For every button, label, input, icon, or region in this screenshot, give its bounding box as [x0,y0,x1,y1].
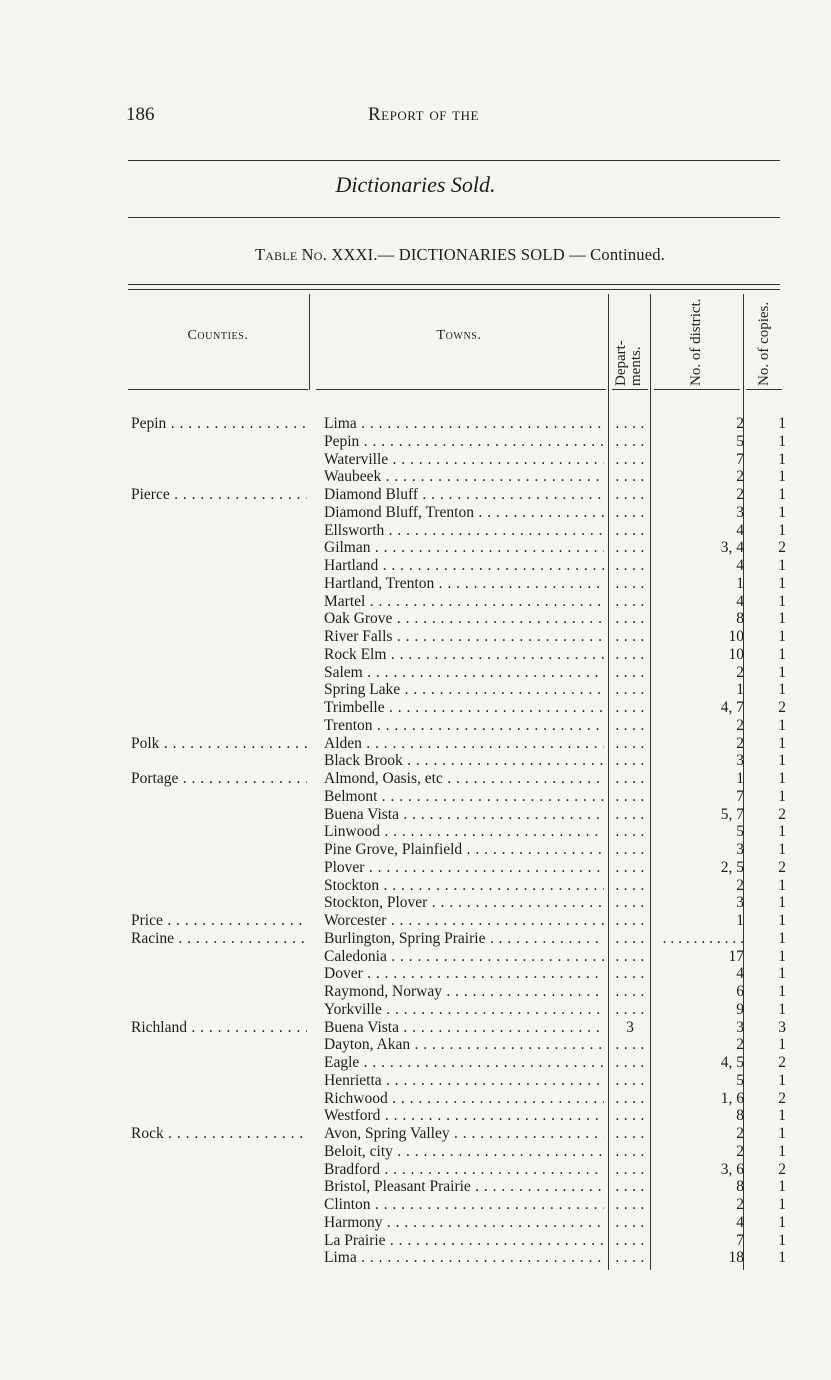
table-row [0,1143,831,1161]
town-cell: Worcester . . . [324,912,604,930]
departments-cell [612,806,648,824]
table-row [0,930,831,948]
copies-cell: 1 [778,841,786,858]
town-cell: Beloit, city . . . [324,1143,604,1161]
departments-cell [612,1214,648,1232]
district-cell: 6 [736,983,744,1000]
table-row [0,681,831,699]
copies-cell: 1 [778,752,786,770]
departments-cell [612,539,648,557]
copies-cell: 1 [778,876,786,894]
departments-cell [612,646,648,664]
copies-cell: 1 [778,929,786,947]
table-row [0,877,831,895]
copies-cell: 1 [778,645,786,663]
column-header-departments-text: Depart- ments. [613,340,644,386]
district-cell: 2 [736,1125,744,1142]
table-row [0,468,831,486]
table-row [0,806,831,824]
district-cell: 7 [736,450,744,468]
county-cell: Polk . . . [131,735,307,753]
town-cell: Diamond Bluff, Trenton . . . [324,504,604,522]
district-cell: 4, 7 [720,699,744,716]
town-cell: Spring Lake . . . [324,681,604,699]
copies-cell: 1 [778,1178,786,1196]
district-cell: 9 [736,1000,744,1018]
district-cell: 5 [736,432,744,450]
table-row [0,1072,831,1090]
table-row [0,593,831,611]
copies-cell: 1 [778,1249,786,1267]
table-row [0,823,831,841]
table-row [0,539,831,557]
table-row [0,1196,831,1214]
district-cell: 2 [736,486,744,503]
table-row [0,983,831,1001]
column-divider-1 [309,294,310,390]
column-header-district-text: No. of district. [687,298,704,386]
town-cell: Waubeek . . . [324,468,604,486]
column-header-copies [744,300,784,386]
departments-cell [612,575,648,593]
table-row [0,1036,831,1054]
table-row [0,948,831,966]
district-cell: 5 [736,823,744,841]
table-caption [120,245,800,265]
town-cell: Burlington, Spring Prairie . . . [324,930,604,948]
copies-cell: 1 [778,912,786,929]
column-header-copies-text: No. of copies. [755,301,772,386]
town-cell: Hartland . . . [324,557,604,575]
county-cell: Pepin . . . [131,415,307,433]
departments-cell [612,1161,648,1179]
table-row [0,699,831,717]
copies-cell: 1 [778,592,786,610]
running-head: Report of the [368,104,479,125]
departments-cell [612,1107,648,1125]
copies-cell: 1 [778,574,786,592]
district-cell: 5, 7 [720,805,744,823]
departments-cell [612,859,648,877]
district-cell: 2 [736,876,744,894]
town-cell: Trenton . . . [324,717,604,735]
departments-cell [612,877,648,895]
copies-cell: 1 [778,557,786,574]
district-cell: 1, 6 [720,1089,744,1107]
table-row [0,752,831,770]
departments-cell [612,1072,648,1090]
departments-cell [612,1090,648,1108]
copies-cell: 1 [778,770,786,787]
table-row [0,664,831,682]
column-header-towns: Towns. [436,328,482,343]
departments-cell [612,486,648,504]
departments-cell [612,664,648,682]
copies-cell: 1 [778,610,786,628]
district-cell: 2 [736,1196,744,1213]
district-cell: 4 [736,557,744,574]
district-cell: 3 [736,894,744,912]
table-row [0,1161,831,1179]
town-cell: Harmony . . . [324,1214,604,1232]
departments-cell [612,717,648,735]
town-cell: River Falls . . . [324,628,604,646]
district-cell: 4 [736,965,744,983]
table-row [0,1232,831,1250]
departments-cell [612,699,648,717]
copies-cell: 1 [778,1107,786,1125]
table-top-rule-2 [128,289,780,290]
table-row [0,628,831,646]
copies-cell: 1 [778,1213,786,1231]
copies-cell: 1 [778,1071,786,1089]
copies-cell: 1 [778,1125,786,1142]
table-row [0,1054,831,1072]
copies-cell: 1 [778,734,786,752]
town-cell: Belmont . . . [324,788,604,806]
table-row [0,788,831,806]
town-cell: Dover . . . [324,965,604,983]
town-cell: Alden . . . [324,735,604,753]
town-cell: Black Brook . . . [324,752,604,770]
departments-cell [612,1143,648,1161]
copies-cell: 1 [778,521,786,539]
district-cell: 18 [728,1249,744,1267]
departments-cell [612,894,648,912]
departments-cell [612,415,648,433]
county-cell: Rock . . . [131,1125,307,1143]
district-cell: 2 [736,415,744,432]
copies-cell: 1 [778,823,786,841]
town-cell: Martel . . . [324,593,604,611]
town-cell: Yorkville . . . [324,1001,604,1019]
town-cell: Hartland, Trenton . . . [324,575,604,593]
section-rule [128,217,780,218]
copies-cell: 2 [778,699,786,716]
departments-cell [612,610,648,628]
town-cell: Ellsworth . . . [324,522,604,540]
top-rule [128,160,780,161]
copies-cell: 2 [778,805,786,823]
town-cell: Linwood . . . [324,823,604,841]
copies-cell: 2 [778,1054,786,1071]
departments-cell [612,1178,648,1196]
table-row [0,1249,831,1267]
table-row [0,1107,831,1125]
district-cell: 8 [736,1107,744,1125]
district-cell: 10 [728,645,744,663]
town-cell: Bristol, Pleasant Prairie . . . [324,1178,604,1196]
table-row [0,841,831,859]
departments-cell [612,504,648,522]
district-cell: 2 [736,1142,744,1160]
district-cell: 1 [736,574,744,592]
departments-cell [612,1036,648,1054]
table-caption-prefix: Table No. [254,245,327,264]
county-cell: Richland . . . [131,1019,307,1037]
departments-cell [612,1125,648,1143]
departments-cell [612,841,648,859]
table-row [0,965,831,983]
table-row [0,1214,831,1232]
copies-cell: 1 [778,965,786,983]
table-row [0,433,831,451]
district-cell: 1 [736,912,744,929]
departments-cell [612,930,648,948]
departments-cell [612,788,648,806]
district-cell: 4 [736,1213,744,1231]
departments-cell [612,983,648,1001]
town-cell: Caledonia . . . [324,948,604,966]
copies-cell: 1 [778,415,786,432]
departments-cell [612,468,648,486]
town-cell: Buena Vista . . . [324,1019,604,1037]
departments-cell [612,823,648,841]
header-rule-district [654,389,740,390]
county-cell: Pierce . . . [131,486,307,504]
town-cell: Lima . . . [324,1249,604,1267]
copies-cell: 1 [778,716,786,734]
table-row [0,646,831,664]
departments-cell [612,681,648,699]
town-cell: Bradford . . . [324,1161,604,1179]
district-cell: 7 [736,1231,744,1249]
town-cell: Westford . . . [324,1107,604,1125]
district-cell: 3 [736,752,744,770]
departments-cell [612,1249,648,1267]
departments-cell [612,593,648,611]
district-cell: 4, 5 [720,1054,744,1071]
town-cell: Rock Elm . . . [324,646,604,664]
district-cell: 2 [736,663,744,681]
town-cell: Waterville . . . [324,451,604,469]
departments-cell [612,433,648,451]
district-cell: . . . . . . . . . . . [662,929,744,947]
district-cell: 8 [736,610,744,628]
district-cell: 4 [736,521,744,539]
departments-cell [612,752,648,770]
copies-cell: 1 [778,468,786,486]
departments-cell [612,628,648,646]
town-cell: Henrietta . . . [324,1072,604,1090]
district-cell: 2, 5 [720,858,744,876]
table-row [0,1001,831,1019]
district-cell: 3, 6 [720,1160,744,1178]
departments-cell [612,1196,648,1214]
table-row [0,522,831,540]
copies-cell: 1 [778,628,786,645]
copies-cell: 1 [778,1000,786,1018]
district-cell: 2 [736,734,744,752]
copies-cell: 2 [778,1160,786,1178]
town-cell: Salem . . . [324,664,604,682]
district-cell: 3, 4 [720,539,744,557]
copies-cell: 1 [778,432,786,450]
table-top-rule-1 [128,284,780,285]
town-cell: Avon, Spring Valley . . . [324,1125,604,1143]
town-cell: Oak Grove . . . [324,610,604,628]
town-cell: Eagle . . . [324,1054,604,1072]
district-cell: 8 [736,1178,744,1196]
district-cell: 2 [736,716,744,734]
header-rule-copies [746,389,782,390]
town-cell: Lima . . . [324,415,604,433]
table-row [0,1125,831,1143]
town-cell: Gilman . . . [324,539,604,557]
copies-cell: 1 [778,1231,786,1249]
town-cell: Raymond, Norway . . . [324,983,604,1001]
departments-cell: 3 [626,1018,634,1036]
table-row [0,557,831,575]
district-cell: 3 [736,1018,744,1036]
departments-cell [612,770,648,788]
table-row [0,610,831,628]
column-header-counties: Counties. [187,328,249,343]
header-rule-counties [128,389,308,390]
copies-cell: 1 [778,681,786,699]
departments-cell [612,1001,648,1019]
district-cell: 4 [736,592,744,610]
copies-cell: 1 [778,947,786,965]
copies-cell: 1 [778,1142,786,1160]
page-number: 186 [126,104,155,125]
district-cell: 1 [736,681,744,699]
departments-cell [612,522,648,540]
county-cell: Racine . . . [131,930,307,948]
departments-cell [612,557,648,575]
copies-cell: 1 [778,983,786,1000]
county-cell: Portage . . . [131,770,307,788]
district-cell: 1 [736,770,744,787]
table-row [0,1178,831,1196]
table-row [0,859,831,877]
copies-cell: 1 [778,486,786,503]
table-row [0,912,831,930]
town-cell: Pepin . . . [324,433,604,451]
copies-cell: 2 [778,539,786,557]
table-caption-text: XXXI.— DICTIONARIES SOLD — Continued. [327,245,666,264]
departments-cell [612,1232,648,1250]
town-cell: Almond, Oasis, etc . . . [324,770,604,788]
copies-cell: 2 [778,858,786,876]
header-rule-departments [612,389,648,390]
departments-cell [612,912,648,930]
table-row [0,415,831,433]
town-cell: Stockton, Plover . . . [324,894,604,912]
table-row [0,575,831,593]
district-cell: 2 [736,1036,744,1054]
table-row [0,1019,831,1037]
table-row [0,735,831,753]
town-cell: Pine Grove, Plainfield . . . [324,841,604,859]
copies-cell: 1 [778,663,786,681]
town-cell: Richwood . . . [324,1090,604,1108]
copies-cell: 2 [778,1089,786,1107]
copies-cell: 1 [778,787,786,805]
section-title: Dictionaries Sold. [335,172,496,197]
district-cell: 5 [736,1071,744,1089]
table-row [0,770,831,788]
town-cell: Stockton . . . [324,877,604,895]
departments-cell [612,735,648,753]
departments-cell [612,451,648,469]
table-row [0,451,831,469]
district-cell: 3 [736,503,744,521]
town-cell: La Prairie . . . [324,1232,604,1250]
table-row [0,717,831,735]
district-cell: 7 [736,787,744,805]
town-cell: Dayton, Akan . . . [324,1036,604,1054]
district-cell: 3 [736,841,744,858]
town-cell: Diamond Bluff . . . [324,486,604,504]
copies-cell: 1 [778,450,786,468]
table-body [0,415,831,1267]
copies-cell: 1 [778,503,786,521]
copies-cell: 1 [778,894,786,912]
district-cell: 17 [728,947,744,965]
district-cell: 2 [736,468,744,486]
departments-cell [612,948,648,966]
town-cell: Plover . . . [324,859,604,877]
town-cell: Clinton . . . [324,1196,604,1214]
district-cell: 10 [728,628,744,645]
departments-cell [612,965,648,983]
table-row [0,486,831,504]
table-row [0,1090,831,1108]
departments-cell [612,1054,648,1072]
table-row [0,504,831,522]
column-header-district [672,296,720,386]
table-row [0,894,831,912]
town-cell: Buena Vista . . . [324,806,604,824]
column-header-departments [610,300,648,386]
copies-cell: 3 [778,1018,786,1036]
county-cell: Price . . . [131,912,307,930]
header-rule-towns [316,389,606,390]
copies-cell: 1 [778,1036,786,1054]
copies-cell: 1 [778,1196,786,1213]
town-cell: Trimbelle . . . [324,699,604,717]
